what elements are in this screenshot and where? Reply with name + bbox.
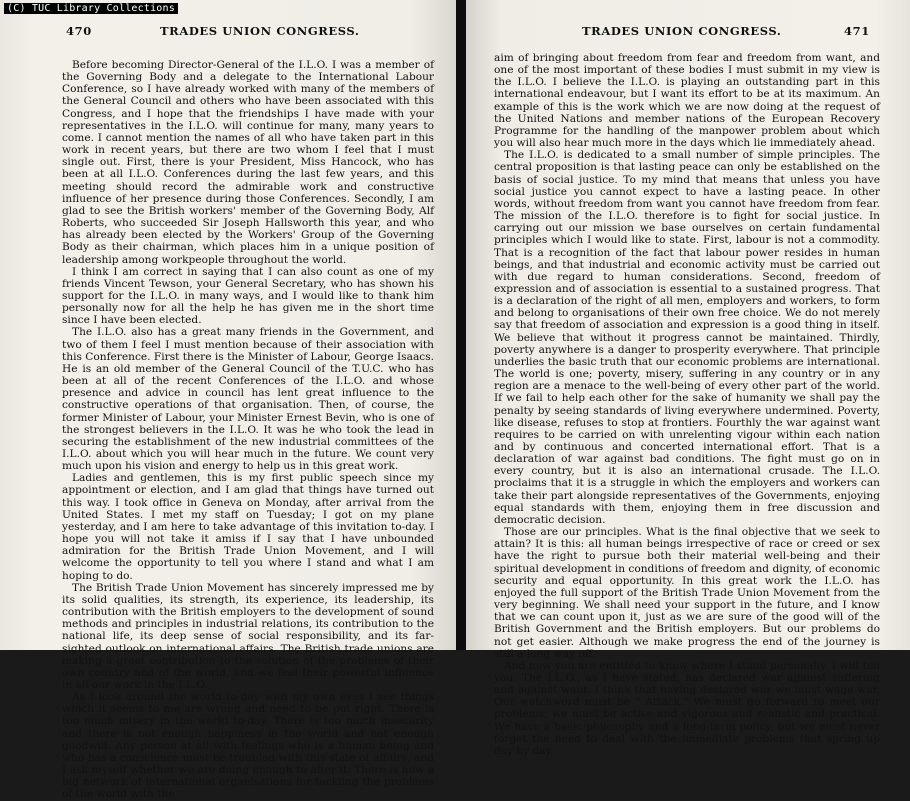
paragraph: Before becoming Director-General of the I.L.O. I was a member of the Governing Body and a delegate to the International Labour Conference, so I have already worked with many of the members of the General Council and others who have been associated with this Congress, and I hope that the friendships I have made with your representatives in the I.L.O. will continue for many, many years to come. I cannot mention the names of all who have taken part in this work in recent years, but there are two whom I feel that I must single out. First, there is your President, Miss Hancock, who has been at all I.L.O. Conferences during the last few years, and this meeting should record the admirable work and constructive influence of her presence during those Conferences. Secondly, I am glad to see the British workers' member of the Governing Body, Alf Roberts, who succeeded Sir Joseph Hallsworth this year, and who has already been elected by the Workers' Group of the Governing Body as their chairman, which places him in a unique position of leadership among workpeople throughout the world. bbox=[62, 59, 434, 266]
book-gutter bbox=[456, 0, 466, 650]
paragraph: And now you are entitled to know where I stand personally. I will tell you. The I.L.O., as I have stated, has declared war against suffering and against want. I think that having declared war we must wage war. Our watchword must be " Attack." We must go forward to meet our problems; we must be active and vigorous and realistic and practical. We have a basic philosophy and a long-term policy, but we must never forget the need to deal with the immediate problems that spring up day by day. bbox=[494, 659, 880, 757]
right-page-number: 471 bbox=[844, 24, 870, 38]
left-page-body bbox=[62, 59, 434, 801]
paragraph: The British Trade Union Movement has sincerely impressed me by its solid qualities, its strength, its experience, its leadership, its contribution with the British employers to the development of sound methods and principles in industrial relations, its contribution to the national life, its deep sense of social responsibility, and its far-sighted outlook on international affairs. The British trade unions are making a great contribution to the solution of the problems of their own country and of the world, and we feel their powerful influence in all our work in the I.L.O. bbox=[62, 581, 434, 691]
paragraph: The I.L.O. also has a great many friends in the Government, and two of them I feel I must mention because of their association with this Conference. First there is the Minister of Labour, George Isaacs. He is an old member of the General Council of the T.U.C. who has been at all of the recent Conferences of the I.L.O. and whose presence and advice in council has lent great influence to the constructive operations of that organisation. Then, of course, the former Minister of Labour, your Minister Ernest Bevin, who is one of the strongest believers in the I.L.O. It was he who took the lead in securing the establishment of the new industrial committees of the I.L.O. about which you will hear much in the future. We count very much upon his vision and energy to help us in this great work. bbox=[62, 326, 434, 473]
left-page-number: 470 bbox=[66, 24, 92, 38]
paragraph: Those are our principles. What is the final objective that we seek to attain? It is this: all human beings irrespective of race or creed or sex have the right to pursue both their material well-being and their spiritual development in conditions of freedom and dignity, of economic security and equal opportunity. In this great work the I.L.O. has enjoyed the full support of the British Trade Union Movement from the very beginning. We shall need your support in the future, and I know that we can count upon it, just as we are sure of the good will of the British Government and the British employers. But our problems do not get easier. Although we make progress the end of the journey is still a long way off. bbox=[494, 526, 880, 660]
paragraph: As I look around the world to-day with my own eyes I see things which it seems to me are wrong and need to be put right. There is too much misery in the world to-day. There is too much insecurity and there is not enough happiness in the world and not enough goodwill. Any person at all with feelings who is a human being and who has a conscience must be troubled with this state of affairs, and I ask myself whether we are doing enough to alter it. There is now a big network of international organisations for tackling the problems of the world with the bbox=[62, 691, 434, 801]
paragraph: The I.L.O. is dedicated to a small number of simple principles. The central proposition is that lasting peace can only be established on the basis of social justice. To my mind that means that unless you have social justice you cannot expect to have a lasting peace. In other words, without freedom from want you cannot have freedom from fear. The mission of the I.L.O. therefore is to fight for social justice. In carrying out our mission we base ourselves on certain fundamental principles which I would like to state. First, labour is not a commodity. That is a recognition of the fact that labour power resides in human beings, and that industrial and economic activity must be carried out with due regard to human considerations. Second, freedom of expression and of association is essential to a sustained progress. That is a declaration of the right of all men, employers and workers, to form and belong to organisations of their own free choice. We do not merely say that freedom of association and expression is a good thing in itself. We believe that without it progress cannot be maintained. Thirdly, poverty anywhere is a danger to prosperity everywhere. That principle underlies the basic truth that our economic problems are international. The world is one; poverty, misery, suffering in any country or in any region are a menace to the well-being of every other part of the world. If we fail to help each other for the sake of humanity we shall pay the penalty by seeing standards of living everywhere undermined. Poverty, like disease, refuses to stop at frontiers. Fourthly the war against want requires to be carried on with unrelenting vigour within each nation and by continuous and concerted international effort. That is a declaration of war against bad conditions. The fight must go on in every country, but it is also an international crusade. The I.L.O. proclaims that it is a struggle in which the employers and workers can take their part alongside representatives of the Governments, enjoying equal standards with them, enjoying them in free discussion and democratic decision. bbox=[494, 149, 880, 526]
paragraph: I think I am correct in saying that I can also count as one of my friends Vincent Tewson, your General Secretary, who has shown his support for the I.L.O. in many ways, and I would like to thank him personally now for all the help he has given me in the short time since I have been elected. bbox=[62, 265, 434, 327]
paragraph: Ladies and gentlemen, this is my first public speech since my appointment or election, and I am glad that things have turned out this way. I took office in Geneva on Monday, after arrival from the United States. I met my staff on Tuesday; I got on my plane yesterday, and I am here to take advantage of this invitation to-day. I hope you will not take it amiss if I say that I have unbounded admiration for the British Trade Union Movement, and I will welcome the opportunity to tell you where I stand and what I am hoping to do. bbox=[62, 472, 434, 582]
right-page-body bbox=[494, 52, 880, 757]
left-running-head: TRADES UNION CONGRESS. bbox=[160, 24, 360, 38]
copyright-watermark: (C) TUC Library Collections bbox=[4, 3, 178, 14]
paragraph: aim of bringing about freedom from fear and freedom from want, and one of the most important of these bodies I must submit in my view is the I.L.O. I believe the I.L.O. is playing an outstanding part in this international endeavour, but I want its effort to be at its maximum. An example of this is the work which we are now doing at the request of the United Nations and member nations of the European Recovery Programme for the handling of the manpower problem about which you will also hear much more in the days which lie immediately ahead. bbox=[494, 52, 880, 150]
right-page bbox=[466, 0, 910, 757]
right-running-head: TRADES UNION CONGRESS. bbox=[582, 24, 782, 38]
